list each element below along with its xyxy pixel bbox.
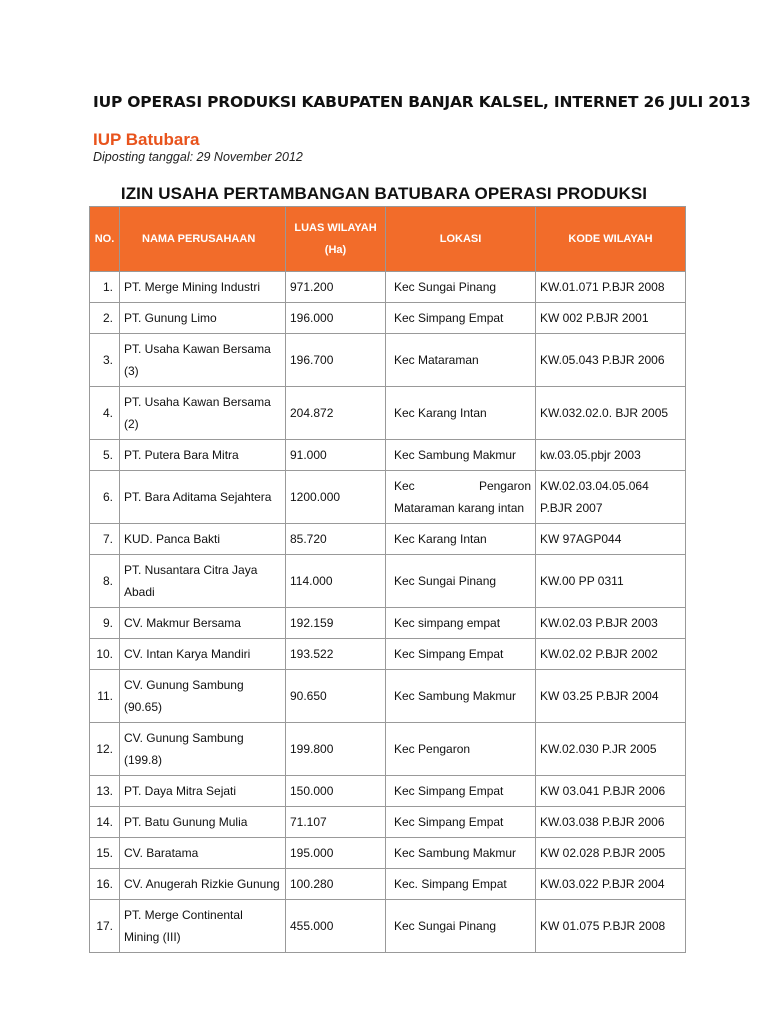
header-nama: NAMA PERUSAHAAN xyxy=(120,207,286,272)
cell-lokasi: Kec. Simpang Empat xyxy=(386,869,536,900)
cell-lokasi: Kec Pengaron Mataraman karang intan xyxy=(386,471,536,524)
table-row xyxy=(90,869,686,900)
cell-lokasi: Kec Sungai Pinang xyxy=(386,555,536,608)
table-row xyxy=(90,334,686,387)
cell-kode: KW.01.071 P.BJR 2008 xyxy=(536,272,686,303)
cell-nama: PT. Bara Aditama Sejahtera xyxy=(120,471,286,524)
cell-no: 1. xyxy=(90,272,120,303)
cell-luas: 90.650 xyxy=(286,670,386,723)
cell-no: 7. xyxy=(90,524,120,555)
cell-lokasi: Kec Sambung Makmur xyxy=(386,838,536,869)
table-row xyxy=(90,639,686,670)
cell-no: 8. xyxy=(90,555,120,608)
cell-nama: PT. Batu Gunung Mulia xyxy=(120,807,286,838)
cell-kode: KW.02.02 P.BJR 2002 xyxy=(536,639,686,670)
table-row xyxy=(90,723,686,776)
cell-luas: 192.159 xyxy=(286,608,386,639)
header-luas-label: LUAS WILAYAH xyxy=(294,222,377,234)
cell-no: 15. xyxy=(90,838,120,869)
table-row xyxy=(90,807,686,838)
cell-kode: KW 01.075 P.BJR 2008 xyxy=(536,900,686,953)
cell-nama: PT. Usaha Kawan Bersama (2) xyxy=(120,387,286,440)
cell-kode: kw.03.05.pbjr 2003 xyxy=(536,440,686,471)
cell-luas: 196.700 xyxy=(286,334,386,387)
table-header-row xyxy=(90,207,686,272)
cell-no: 3. xyxy=(90,334,120,387)
cell-no: 9. xyxy=(90,608,120,639)
table-row xyxy=(90,524,686,555)
cell-kode: KW 97AGP044 xyxy=(536,524,686,555)
cell-no: 2. xyxy=(90,303,120,334)
cell-nama: CV. Anugerah Rizkie Gunung xyxy=(120,869,286,900)
cell-nama: PT. Nusantara Citra Jaya Abadi xyxy=(120,555,286,608)
cell-no: 16. xyxy=(90,869,120,900)
cell-lokasi: Kec Sungai Pinang xyxy=(386,900,536,953)
cell-nama: PT. Merge Continental Mining (III) xyxy=(120,900,286,953)
table-row xyxy=(90,838,686,869)
cell-kode: KW 03.25 P.BJR 2004 xyxy=(536,670,686,723)
cell-kode: KW.02.030 P.JR 2005 xyxy=(536,723,686,776)
cell-lokasi: Kec Sambung Makmur xyxy=(386,670,536,723)
cell-luas: 71.107 xyxy=(286,807,386,838)
cell-no: 14. xyxy=(90,807,120,838)
cell-no: 13. xyxy=(90,776,120,807)
cell-luas: 204.872 xyxy=(286,387,386,440)
cell-lokasi: Kec Sambung Makmur xyxy=(386,440,536,471)
table-body xyxy=(90,272,686,953)
table-row xyxy=(90,440,686,471)
cell-nama: KUD. Panca Bakti xyxy=(120,524,286,555)
cell-luas: 455.000 xyxy=(286,900,386,953)
cell-no: 11. xyxy=(90,670,120,723)
cell-kode: KW.00 PP 0311 xyxy=(536,555,686,608)
cell-no: 6. xyxy=(90,471,120,524)
cell-kode: KW 03.041 P.BJR 2006 xyxy=(536,776,686,807)
cell-kode: KW.02.03.04.05.064 P.BJR 2007 xyxy=(536,471,686,524)
cell-lokasi: Kec Simpang Empat xyxy=(386,303,536,334)
cell-no: 4. xyxy=(90,387,120,440)
cell-lokasi: Kec Simpang Empat xyxy=(386,776,536,807)
cell-kode: KW 002 P.BJR 2001 xyxy=(536,303,686,334)
cell-luas: 100.280 xyxy=(286,869,386,900)
cell-nama: PT. Putera Bara Mitra xyxy=(120,440,286,471)
cell-kode: KW.032.02.0. BJR 2005 xyxy=(536,387,686,440)
table-row xyxy=(90,608,686,639)
table-row xyxy=(90,670,686,723)
header-luas-unit: (Ha) xyxy=(324,244,347,256)
cell-kode: KW 02.028 P.BJR 2005 xyxy=(536,838,686,869)
cell-luas: 195.000 xyxy=(286,838,386,869)
cell-lokasi: Kec simpang empat xyxy=(386,608,536,639)
permit-table xyxy=(89,206,686,953)
cell-lokasi: Kec Simpang Empat xyxy=(386,807,536,838)
header-kode: KODE WILAYAH xyxy=(536,207,686,272)
header-luas xyxy=(286,207,386,272)
cell-no: 17. xyxy=(90,900,120,953)
cell-nama: CV. Gunung Sambung (90.65) xyxy=(120,670,286,723)
cell-lokasi: Kec Karang Intan xyxy=(386,387,536,440)
table-row xyxy=(90,555,686,608)
cell-no: 12. xyxy=(90,723,120,776)
cell-nama: PT. Merge Mining Industri xyxy=(120,272,286,303)
cell-luas: 199.800 xyxy=(286,723,386,776)
cell-lokasi: Kec Sungai Pinang xyxy=(386,272,536,303)
cell-nama: CV. Baratama xyxy=(120,838,286,869)
cell-lokasi: Kec Simpang Empat xyxy=(386,639,536,670)
header-lokasi: LOKASI xyxy=(386,207,536,272)
cell-kode: KW.02.03 P.BJR 2003 xyxy=(536,608,686,639)
table-row xyxy=(90,387,686,440)
document-title: IUP OPERASI PRODUKSI KABUPATEN BANJAR KALSEL, INTERNET 26 JULI 2013 xyxy=(93,93,751,111)
cell-lokasi: Kec Pengaron xyxy=(386,723,536,776)
cell-luas: 150.000 xyxy=(286,776,386,807)
header-no: NO. xyxy=(90,207,120,272)
cell-lokasi: Kec Karang Intan xyxy=(386,524,536,555)
table-row xyxy=(90,471,686,524)
cell-kode: KW.05.043 P.BJR 2006 xyxy=(536,334,686,387)
cell-nama: CV. Makmur Bersama xyxy=(120,608,286,639)
cell-luas: 196.000 xyxy=(286,303,386,334)
cell-luas: 971.200 xyxy=(286,272,386,303)
cell-no: 10. xyxy=(90,639,120,670)
cell-nama: PT. Daya Mitra Sejati xyxy=(120,776,286,807)
section-title: IUP Batubara xyxy=(93,130,200,149)
cell-luas: 91.000 xyxy=(286,440,386,471)
table-row xyxy=(90,776,686,807)
table-row xyxy=(90,900,686,953)
cell-kode: KW.03.038 P.BJR 2006 xyxy=(536,807,686,838)
cell-luas: 193.522 xyxy=(286,639,386,670)
cell-lokasi: Kec Mataraman xyxy=(386,334,536,387)
cell-nama: PT. Gunung Limo xyxy=(120,303,286,334)
cell-nama: CV. Intan Karya Mandiri xyxy=(120,639,286,670)
posted-date: Diposting tanggal: 29 November 2012 xyxy=(93,150,303,164)
cell-luas: 85.720 xyxy=(286,524,386,555)
cell-nama: CV. Gunung Sambung (199.8) xyxy=(120,723,286,776)
cell-luas: 1200.000 xyxy=(286,471,386,524)
cell-no: 5. xyxy=(90,440,120,471)
cell-luas: 114.000 xyxy=(286,555,386,608)
table-row xyxy=(90,272,686,303)
cell-nama: PT. Usaha Kawan Bersama (3) xyxy=(120,334,286,387)
table-title: IZIN USAHA PERTAMBANGAN BATUBARA OPERASI PRODUKSI xyxy=(120,184,648,203)
cell-kode: KW.03.022 P.BJR 2004 xyxy=(536,869,686,900)
table-row xyxy=(90,303,686,334)
